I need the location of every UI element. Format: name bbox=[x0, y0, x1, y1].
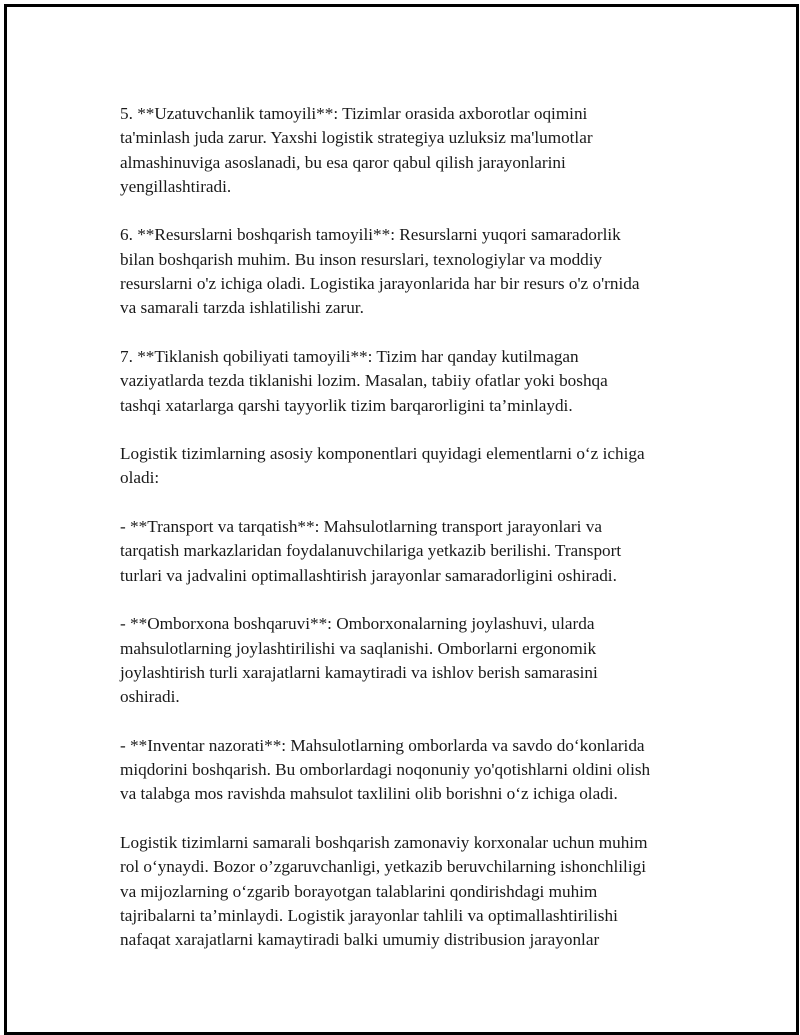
text-line: - **Transport va tarqatish**: Mahsulotlarning transport jarayonlari va bbox=[120, 517, 602, 537]
list-item-inventar bbox=[120, 734, 700, 807]
list-item-omborxona bbox=[120, 612, 700, 709]
text-line: - **Omborxona boshqaruvi**: Omborxonalarning joylashuvi, ularda bbox=[120, 614, 595, 634]
text-line: nafaqat xarajatlarni kamaytiradi balki umumiy distribusion jarayonlar bbox=[120, 930, 600, 950]
text-line: 6. **Resurslarni boshqarish tamoyili**: Resurslarni yuqori samaradorlik bbox=[120, 225, 621, 245]
text-line: almashinuviga asoslanadi, bu esa qaror qabul qilish jarayonlarini bbox=[120, 152, 566, 172]
text-line: joylashtirish turli xarajatlarni kamaytiradi va ishlov berish samarasini bbox=[120, 662, 598, 682]
paragraph-resurslarni-boshqarish bbox=[120, 223, 700, 320]
paragraph-komponentlar-intro bbox=[120, 442, 700, 491]
text-line: rol o‘ynaydi. Bozor o’zgaruvchanligi, yetkazib beruvchilarning ishonchliligi bbox=[120, 857, 646, 877]
paragraph-conclusion bbox=[120, 831, 700, 952]
text-line: va mijozlarning o‘zgarib borayotgan talablarini qondirishdagi muhim bbox=[120, 881, 598, 901]
text-line: tarqatish markazlaridan foydalanuvchilariga yetkazib berilishi. Transport bbox=[120, 541, 622, 561]
page-frame bbox=[4, 4, 799, 1035]
document-body bbox=[120, 102, 700, 977]
text-line: oladi: bbox=[120, 468, 160, 488]
text-line: miqdorini boshqarish. Bu omborlardagi noqonuniy yo'qotishlarni oldini olish bbox=[120, 760, 651, 780]
text-line: resurslarni o'z ichiga oladi. Logistika jarayonlarida har bir resurs o'z o'rnida bbox=[120, 274, 640, 294]
text-line: vaziyatlarda tezda tiklanishi lozim. Masalan, tabiiy ofatlar yoki boshqa bbox=[120, 371, 608, 391]
text-line: - **Inventar nazorati**: Mahsulotlarning omborlarda va savdo do‘konlarida bbox=[120, 735, 645, 755]
text-line: mahsulotlarning joylashtirilishi va saqlanishi. Omborlarni ergonomik bbox=[120, 638, 597, 658]
text-line: Logistik tizimlarning asosiy komponentlari quyidagi elementlarni o‘z ichiga bbox=[120, 444, 645, 464]
text-line: tashqi xatarlarga qarshi tayyorlik tizim barqarorligini ta’minlaydi. bbox=[120, 395, 573, 415]
paragraph-tiklanish-qobiliyati bbox=[120, 345, 700, 418]
text-line: bilan boshqarish muhim. Bu inson resurslari, texnologiylar va moddiy bbox=[120, 249, 603, 269]
text-line: 5. **Uzatuvchanlik tamoyili**: Tizimlar orasida axborotlar oqimini bbox=[120, 104, 588, 123]
text-line: va talabga mos ravishda mahsulot taxlilini olib borishni o‘z ichiga oladi. bbox=[120, 784, 618, 804]
list-item-transport bbox=[120, 515, 700, 588]
text-line: Logistik tizimlarni samarali boshqarish zamonaviy korxonalar uchun muhim bbox=[120, 832, 648, 852]
text-line: yengillashtiradi. bbox=[120, 176, 232, 196]
text-line: turlari va jadvalini optimallashtirish jarayonlar samaradorligini oshiradi. bbox=[120, 565, 617, 585]
text-line: 7. **Tiklanish qobiliyati tamoyili**: Tizim har qanday kutilmagan bbox=[120, 346, 579, 366]
text-line: oshiradi. bbox=[120, 687, 180, 707]
text-line: va samarali tarzda ishlatilishi zarur. bbox=[120, 298, 364, 318]
text-line: tajribalarni ta’minlaydi. Logistik jarayonlar tahlili va optimallashtirilishi bbox=[120, 905, 618, 925]
text-line: ta'minlash juda zarur. Yaxshi logistik strategiya uzluksiz ma'lumotlar bbox=[120, 128, 593, 148]
paragraph-uzatuvchanlik bbox=[120, 102, 700, 199]
